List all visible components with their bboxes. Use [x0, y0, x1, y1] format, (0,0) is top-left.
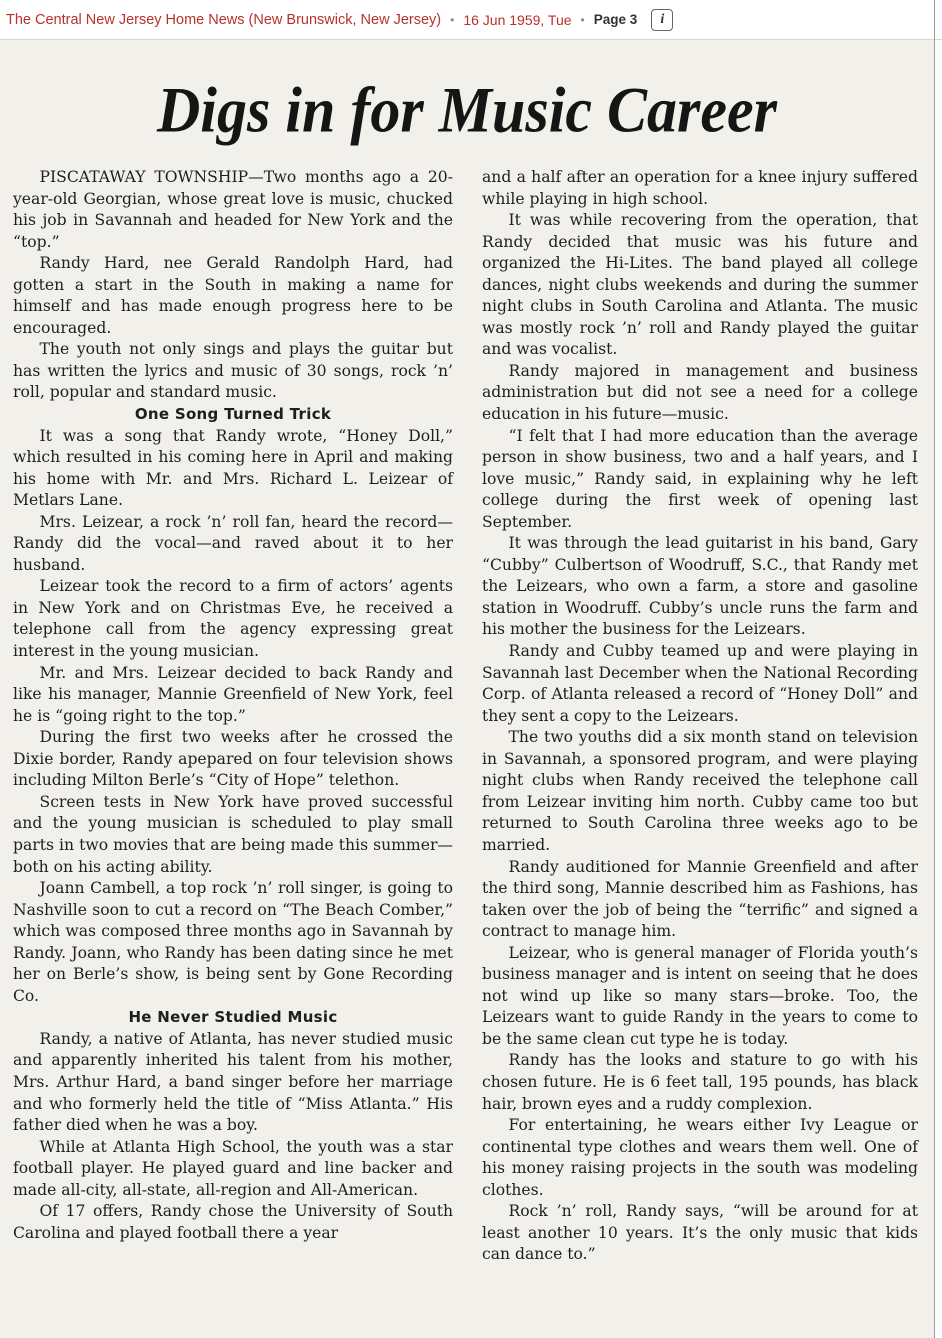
article-paragraph: Rock ’n’ roll, Randy says, “will be around for at least another 10 years. It’s the only music that kids can dance to.” [482, 1202, 918, 1264]
article-paragraph: It was a song that Randy wrote, “Honey Doll,” which resulted in his coming here in April and making his home with Mr. and Mrs. Richard L. Leizear of Metlars Lane. [13, 426, 453, 510]
publication-date[interactable]: 16 Jun 1959, Tue [463, 11, 572, 28]
separator-dot: • [580, 12, 585, 27]
article-paragraph: Mrs. Leizear, a rock ’n’ roll fan, heard the record—Randy did the vocal—and raved about it to her husband. [13, 512, 453, 574]
publication-name[interactable]: The Central New Jersey Home News (New Brunswick, New Jersey) [6, 11, 442, 28]
article-paragraph: Randy has the looks and stature to go with his chosen future. He is 6 feet tall, 195 pounds, has black hair, brown eyes and a ruddy complexion. [482, 1051, 918, 1113]
article-paragraph: The youth not only sings and plays the guitar but has written the lyrics and music of 30 songs, rock ’n’ roll, popular and standard music. [13, 340, 453, 402]
article-paragraph: Randy auditioned for Mannie Greenfield and after the third song, Mannie described him as Fashions, has taken over the job of being the “terrific” and signed a contract to manage him. [482, 857, 918, 941]
article-paragraph: For entertaining, he wears either Ivy League or continental type clothes and wears them well. One of his money raising projects in the south was modeling clothes. [482, 1116, 918, 1199]
clipping-info-bar [0, 0, 942, 40]
article-paragraph: “I felt that I had more education than the average person in show business, two and a half years, and I love music,” Randy said, in explaining why he left college during the first week of opening last September. [482, 426, 918, 531]
article-paragraph: Leizear, who is general manager of Florida youth’s business manager and is intent on seeing that he does not wind up like so many stars—broke. Too, the Leizears want to guide Randy in the years to come to be the same clean cut type he is today. [482, 943, 918, 1048]
info-icon[interactable]: i [651, 9, 673, 31]
article-paragraph: Randy majored in management and business administration but did not see a need for a college education in his future—music. [482, 361, 918, 424]
article-paragraph: During the first two weeks after he crossed the Dixie border, Randy apepared on four television shows including Milton Berle’s “City of Hope” telethon. [13, 728, 453, 790]
separator-dot: • [450, 12, 455, 27]
article-paragraph: Screen tests in New York have proved successful and the young musician is scheduled to play small parts in two movies that are being made this summer—both on his acting ability. [13, 792, 453, 876]
article-paragraph: Mr. and Mrs. Leizear decided to back Randy and like his manager, Mannie Greenfield of New York, feel he is “going right to the top.” [13, 663, 453, 725]
article-paragraph: Randy, a native of Atlanta, has never studied music and apparently inherited his talent from his mother, Mrs. Arthur Hard, a band singer before her marriage and who formerly held the title of “Miss Atlanta.” His father died when he was a boy. [13, 1029, 453, 1135]
article-left-column [13, 167, 453, 1244]
article-paragraph: Joann Cambell, a top rock ’n’ roll singer, is going to Nashville soon to cut a record on “The Beach Comber,” which was composed three months ago in Savannah by Randy. Joann, who Randy has been dating since he met her on Berle’s show, is being sent by Gone Recording Co. [13, 879, 453, 1005]
article-paragraph: Leizear took the record to a firm of actors’ agents in New York and on Christmas Eve, he received a telephone call from the agency expressing great interest in the young musician. [13, 577, 453, 661]
article-paragraph: The two youths did a six month stand on television in Savannah, a sponsored program, and were playing night clubs when Randy received the telephone call from Leizear inviting him north. Cubby came too but returned to South Carolina three weeks ago to be married. [482, 728, 918, 854]
section-subheading: He Never Studied Music [128, 1008, 338, 1027]
article-headline: Digs in for Music Career [156, 74, 778, 146]
article-paragraph: Randy and Cubby teamed up and were playing in Savannah last December when the National Recording Corp. of Atlanta released a record of “Honey Doll” and they sent a copy to the Leizears. [482, 642, 918, 725]
article-paragraph: Randy Hard, nee Gerald Randolph Hard, had gotten a start in the South in making a name for himself and has made enough progress here to be encouraged. [13, 254, 453, 337]
newspaper-clipping [0, 40, 934, 1338]
article-paragraph: Of 17 offers, Randy chose the University of South Carolina and played football there a year [13, 1202, 453, 1242]
viewer-divider [934, 0, 935, 1338]
article-paragraph: PISCATAWAY TOWNSHIP—Two months ago a 20-year-old Georgian, whose great love is music, chucked his job in Savannah and headed for New York and the “top.” [13, 168, 453, 251]
page-number: Page 3 [593, 12, 638, 27]
article-paragraph: and a half after an operation for a knee injury suffered while playing in high school. [482, 168, 918, 208]
section-subheading: One Song Turned Trick [134, 405, 332, 424]
article-paragraph: It was while recovering from the operation, that Randy decided that music was his future and organized the Hi-Lites. The band played all college dances, night clubs weekends and during the summer night clubs in South Carolina and Atlanta. The music was mostly rock ’n’ roll and Randy played the guitar and was vocalist. [482, 211, 918, 359]
article-paragraph: It was through the lead guitarist in his band, Gary “Cubby” Culbertson of Woodruff, S.C., that Randy met the Leizears, who own a farm, a store and gasoline station in Woodruff. Cubby’s uncle runs the farm and his mother the business for the Leizears. [482, 534, 918, 639]
article-paragraph: While at Atlanta High School, the youth was a star football player. He played guard and line backer and made all-city, all-state, all-region and All-American. [13, 1137, 453, 1199]
article-right-column [482, 167, 918, 1266]
